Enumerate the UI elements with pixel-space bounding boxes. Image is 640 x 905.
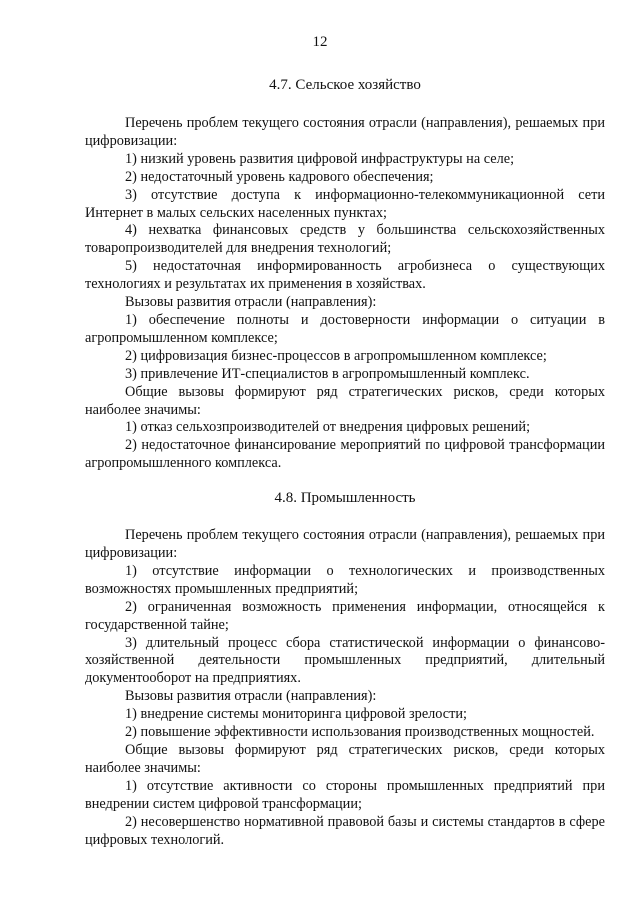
list-item: 1) низкий уровень развития цифровой инфраструктуры на селе;	[125, 150, 515, 167]
list-item: 4) нехватка финансовых средств у большинства сельскохозяйственных товаропроизводителей для внедрения технологий;	[85, 222, 605, 257]
list-item: 3) длительный процесс сбора статистической информации о финансово-хозяйственной деятельности промышленных предприятий, длительный документооборот на предприятиях.	[85, 634, 605, 687]
page-number: 12	[312, 34, 328, 50]
list-item: 2) несовершенство нормативной правовой базы и системы стандартов в сфере цифровых технологий.	[85, 813, 605, 848]
list-item: 2) повышение эффективности использования производственных мощностей.	[125, 724, 595, 741]
list-item: 1) отказ сельхозпроизводителей от внедрения цифровых решений;	[125, 419, 531, 436]
list-item: 1) отсутствие информации о технологических и производственных возможностях промышленных предприятий;	[85, 562, 605, 597]
risks-intro: Общие вызовы формируют ряд стратегических рисков, среди которых наиболее значимы:	[85, 742, 605, 776]
list-item: 1) обеспечение полноты и достоверности информации о ситуации в агропромышленном комплексе;	[85, 311, 605, 346]
list-item: 3) отсутствие доступа к информационно-телекоммуникационной сети Интернет в малых сельских населенных пунктах;	[85, 186, 605, 221]
list-item: 2) ограниченная возможность применения информации, относящейся к государственной тайне;	[85, 598, 605, 633]
list-item: 1) отсутствие активности со стороны промышленных предприятий при внедрении систем цифровой трансформации;	[85, 777, 605, 812]
list-item: 2) недостаточное финансирование мероприятий по цифровой трансформации агропромышленного комплекса.	[85, 437, 605, 472]
list-item: 3) привлечение ИТ-специалистов в агропромышленный комплекс.	[125, 365, 530, 382]
section-title-agriculture: 4.7. Сельское хозяйство	[269, 77, 421, 93]
list-item: 5) недостаточная информированность агробизнеса о существующих технологиях и результатах их применения в хозяйствах.	[85, 258, 605, 293]
risks-intro: Общие вызовы формируют ряд стратегических рисков, среди которых наиболее значимы:	[85, 383, 605, 418]
list-item: 2) недостаточный уровень кадрового обеспечения;	[125, 168, 434, 185]
problems-intro: Перечень проблем текущего состояния отрасли (направления), решаемых при цифровизации:	[85, 527, 605, 562]
challenges-intro: Вызовы развития отрасли (направления):	[125, 294, 377, 311]
problems-intro: Перечень проблем текущего состояния отрасли (направления), решаемых при цифровизации:	[85, 115, 605, 149]
section-title-industry: 4.8. Промышленность	[274, 490, 416, 507]
document-body	[85, 76, 605, 849]
challenges-intro: Вызовы развития отрасли (направления):	[125, 688, 377, 705]
list-item: 2) цифровизация бизнес-процессов в агропромышленном комплексе;	[125, 347, 547, 364]
list-item: 1) внедрение системы мониторинга цифровой зрелости;	[125, 706, 468, 723]
